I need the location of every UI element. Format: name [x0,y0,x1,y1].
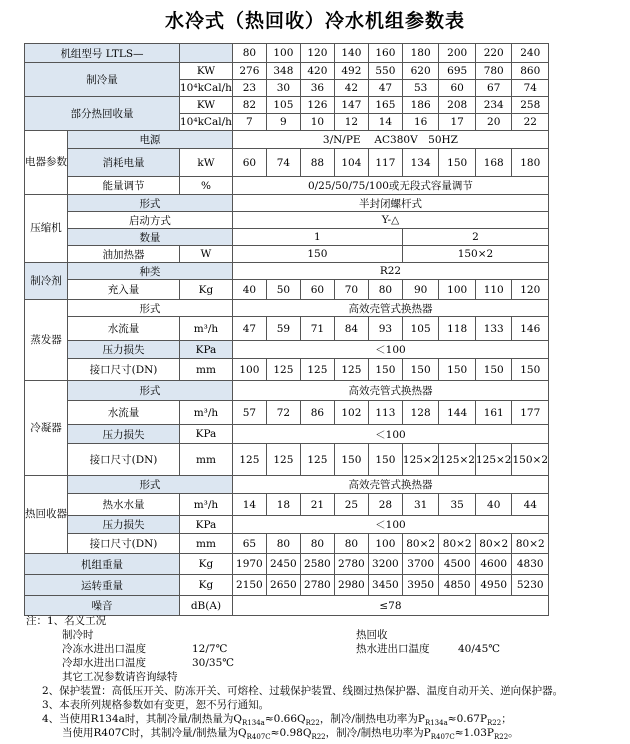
table-cell: 150 [439,359,476,381]
table-cell: 168 [475,149,512,177]
table-cell: 70 [334,280,368,300]
spec-table [24,43,549,616]
table-row [25,177,549,195]
table-cell: 1970 [232,554,266,575]
note-other: 其它工况参数请咨询绿特 [62,671,178,683]
table-cell: 4830 [512,554,549,575]
table-cell: 550 [368,63,402,80]
table-row [25,300,549,317]
group-label: 热回收器 [25,476,68,554]
table-row [25,444,549,476]
table-cell: 74 [266,149,300,177]
table-cell: 200 [439,44,476,63]
table-cell: 117 [368,149,402,177]
table-row [25,131,549,149]
table-cell: 150 [368,444,402,476]
row-label: 形式 [68,476,233,494]
table-cell: 80 [334,534,368,554]
row-label: 运转重量 [25,575,180,596]
table-cell: 240 [512,44,549,63]
table-row [25,359,549,381]
table-cell: 3450 [368,575,402,596]
row-label: Y-△ [232,212,548,229]
row-label: R22 [232,263,548,280]
table-cell: 105 [402,317,439,341]
table-cell: 5230 [512,575,549,596]
table-row [25,476,549,494]
row-label: 1 [232,229,402,246]
table-cell: 125×2 [475,444,512,476]
table-row [25,246,549,263]
table-row [25,212,549,229]
table-cell: 74 [512,80,549,97]
row-label: KW [180,63,233,80]
row-label: 高效壳管式换热器 [232,476,548,494]
row-label: 半封闭螺杆式 [232,195,548,212]
row-label: Kg [180,575,233,596]
table-cell: 4850 [439,575,476,596]
table-cell: 86 [300,401,334,425]
table-cell: 28 [368,494,402,516]
table-cell: 14 [368,114,402,131]
table-row [25,575,549,596]
table-cell: 147 [334,97,368,114]
table-row [25,149,549,177]
row-label: KPa [180,516,233,534]
table-cell: 150 [439,149,476,177]
table-cell: 21 [300,494,334,516]
row-label: Kg [180,280,233,300]
table-cell: 104 [334,149,368,177]
table-row [25,317,549,341]
note-modes: 制冷时 热回收 [62,629,388,641]
table-cell: 100 [266,44,300,63]
table-cell: 2650 [266,575,300,596]
table-cell: 2450 [266,554,300,575]
row-label: m³/h [180,401,233,425]
table-cell: 125 [266,359,300,381]
row-label: W [180,246,233,263]
table-cell: 620 [402,63,439,80]
table-cell: 120 [300,44,334,63]
table-row [25,263,549,280]
table-cell: 125×2 [402,444,439,476]
table-cell: 57 [232,401,266,425]
row-label: 种类 [68,263,233,280]
row-label: 接口尺寸(DN) [68,359,180,381]
table-cell: 12 [334,114,368,131]
row-label: 10⁴kCal/h [180,80,233,97]
table-cell: 47 [368,80,402,97]
notes [26,614,626,740]
table-cell: 22 [512,114,549,131]
table-row [25,195,549,212]
table-cell: 695 [439,63,476,80]
table-cell [180,44,233,63]
table-cell: 110 [475,280,512,300]
table-cell: 80×2 [402,534,439,554]
row-label: 热水水量 [68,494,180,516]
table-cell: 780 [475,63,512,80]
table-cell: 53 [402,80,439,97]
table-cell: 4500 [439,554,476,575]
table-cell: 125 [300,444,334,476]
table-cell: 80 [266,534,300,554]
table-row [25,554,549,575]
row-label: 3/N/PE AC380V 50HZ [232,131,548,149]
table-cell: 30 [266,80,300,97]
table-cell: 234 [475,97,512,114]
row-label: 150 [232,246,402,263]
table-row [25,381,549,401]
table-cell: 80 [232,44,266,63]
note-chw: 冷冻水进出口温度 12/7℃ 热水进出口温度 40/45℃ [62,643,501,655]
row-label: 电源 [68,131,233,149]
row-label: 压力损失 [68,341,180,359]
table-cell: 177 [512,401,549,425]
table-row [25,516,549,534]
group-label: 蒸发器 [25,300,68,381]
table-cell: 2150 [232,575,266,596]
row-label: ≤78 [232,596,548,616]
note-4a: 4、当使用R134a时，其制冷量/制热量为$Q_{R134a}\approx 0.66Q_{R22}$，制冷/制热电功率为$P_{R134a}\approx 0.67P_{R22}$； [42,713,512,728]
table-cell: 2980 [334,575,368,596]
table-cell: 125 [266,444,300,476]
table-cell: 44 [512,494,549,516]
table-cell: 492 [334,63,368,80]
table-cell: 90 [402,280,439,300]
note-3: 3、本表所列规格参数如有变更，恕不另行通知。 [42,699,270,711]
row-label: 形式 [68,381,233,401]
table-cell: 186 [402,97,439,114]
row-label: 接口尺寸(DN) [68,534,180,554]
row-label: 水流量 [68,317,180,341]
table-cell: 9 [266,114,300,131]
row-label: 数量 [68,229,233,246]
table-cell: 16 [402,114,439,131]
row-label: 噪音 [25,596,180,616]
note-4b: 当使用R407C时，其制冷量/制热量为$Q_{R407C}\approx 0.98Q_{R22}$，制冷/制热电功率为$P_{R407C}\approx 1.03P_{R22}$。 [62,727,519,742]
table-cell: 23 [232,80,266,97]
table-cell: 420 [300,63,334,80]
table-cell: 80×2 [512,534,549,554]
table-row [25,229,549,246]
table-row [25,63,549,80]
table-cell: 40 [475,494,512,516]
table-cell: 4600 [475,554,512,575]
table-cell: 2780 [334,554,368,575]
row-label: 压力损失 [68,516,180,534]
table-cell: 80×2 [475,534,512,554]
table-cell: 31 [402,494,439,516]
row-label: 制冷量 [25,63,180,97]
table-cell: 2780 [300,575,334,596]
table-cell: 80×2 [439,534,476,554]
table-cell: 47 [232,317,266,341]
row-label: 高效壳管式换热器 [232,381,548,401]
row-label: Kg [180,554,233,575]
row-label: 机组型号 LTLS— [25,44,180,63]
table-cell: 125 [232,444,266,476]
row-label: 部分热回收量 [25,97,180,131]
table-cell: 180 [402,44,439,63]
table-cell: 80 [368,280,402,300]
table-cell: 134 [402,149,439,177]
row-label: ＜100 [232,425,548,444]
table-cell: 144 [439,401,476,425]
table-cell: 125×2 [439,444,476,476]
table-cell: 59 [266,317,300,341]
row-label: 150×2 [402,246,548,263]
table-row [25,44,549,63]
table-cell: 35 [439,494,476,516]
row-label: mm [180,359,233,381]
table-cell: 150 [368,359,402,381]
table-row [25,341,549,359]
table-cell: 146 [512,317,549,341]
table-cell: 10 [300,114,334,131]
table-row [25,280,549,300]
row-label: 高效壳管式换热器 [232,300,548,317]
row-label: KPa [180,425,233,444]
row-label: dB(A) [180,596,233,616]
table-cell: 80 [300,534,334,554]
group-label: 压缩机 [25,195,68,263]
table-cell: 220 [475,44,512,63]
row-label: 消耗电量 [68,149,180,177]
table-cell: 140 [334,44,368,63]
table-cell: 160 [368,44,402,63]
table-cell: 17 [439,114,476,131]
table-cell: 348 [266,63,300,80]
table-cell: 180 [512,149,549,177]
row-label: KPa [180,341,233,359]
table-cell: 60 [300,280,334,300]
row-label: 机组重量 [25,554,180,575]
row-label: 启动方式 [68,212,233,229]
table-cell: 84 [334,317,368,341]
table-cell: 100 [368,534,402,554]
row-label: 0/25/50/75/100或无段式容量调节 [232,177,548,195]
table-cell: 18 [266,494,300,516]
table-cell: 161 [475,401,512,425]
table-cell: 120 [512,280,549,300]
table-cell: 100 [439,280,476,300]
group-label: 冷凝器 [25,381,68,476]
table-cell: 102 [334,401,368,425]
row-label: 形式 [68,195,233,212]
table-cell: 208 [439,97,476,114]
table-cell: 71 [300,317,334,341]
table-cell: 88 [300,149,334,177]
table-cell: 2580 [300,554,334,575]
row-label: 充入量 [68,280,180,300]
row-label: ＜100 [232,341,548,359]
group-label: 电器参数 [25,131,68,195]
row-label: m³/h [180,317,233,341]
table-cell: 3700 [402,554,439,575]
table-row [25,534,549,554]
row-label: % [180,177,233,195]
table-row [25,425,549,444]
table-cell: 25 [334,494,368,516]
table-cell: 113 [368,401,402,425]
table-cell: 93 [368,317,402,341]
table-cell: 100 [232,359,266,381]
table-cell: 105 [266,97,300,114]
table-cell: 7 [232,114,266,131]
row-label: 接口尺寸(DN) [68,444,180,476]
table-cell: 860 [512,63,549,80]
page-title: 水冷式（热回收）冷水机组参数表 [164,10,465,32]
table-cell: 65 [232,534,266,554]
table-cell: 67 [475,80,512,97]
row-label: mm [180,444,233,476]
table-cell: 3950 [402,575,439,596]
table-cell: 125 [300,359,334,381]
table-cell: 72 [266,401,300,425]
row-label: m³/h [180,494,233,516]
row-label: 压力损失 [68,425,180,444]
table-cell: 165 [368,97,402,114]
row-label: 水流量 [68,401,180,425]
table-row [25,494,549,516]
table-cell: 60 [439,80,476,97]
table-cell: 42 [334,80,368,97]
table-cell: 125 [334,359,368,381]
table-cell: 60 [232,149,266,177]
table-cell: 126 [300,97,334,114]
table-cell: 14 [232,494,266,516]
table-cell: 150 [475,359,512,381]
table-cell: 3200 [368,554,402,575]
row-label: 10⁴kCal/h [180,114,233,131]
row-label: 能量调节 [68,177,180,195]
table-cell: 4950 [475,575,512,596]
row-label: kW [180,149,233,177]
table-row [25,401,549,425]
table-cell: 50 [266,280,300,300]
table-row [25,97,549,114]
table-cell: 82 [232,97,266,114]
note-2: 2、保护装置：高低压开关、防冻开关、可熔栓、过载保护装置、线圈过热保护器、温度自动开关、逆向保护器。 [42,685,564,697]
table-cell: 258 [512,97,549,114]
row-label: KW [180,97,233,114]
table-cell: 128 [402,401,439,425]
table-cell: 133 [475,317,512,341]
table-cell: 150×2 [512,444,549,476]
table-cell: 276 [232,63,266,80]
table-cell: 150 [334,444,368,476]
row-label: 2 [402,229,548,246]
row-label: 形式 [68,300,233,317]
table-cell: 40 [232,280,266,300]
table-cell: 150 [512,359,549,381]
table-cell: 20 [475,114,512,131]
row-label: 油加热器 [68,246,180,263]
row-label: mm [180,534,233,554]
table-cell: 118 [439,317,476,341]
note-cw: 冷却水进出口温度 30/35℃ [62,657,235,669]
row-label: ＜100 [232,516,548,534]
note-1: 注：1、名义工况 [26,615,107,627]
spec-table-body [25,44,549,616]
table-cell: 36 [300,80,334,97]
group-label: 制冷剂 [25,263,68,300]
table-cell: 150 [402,359,439,381]
table-row [25,596,549,616]
